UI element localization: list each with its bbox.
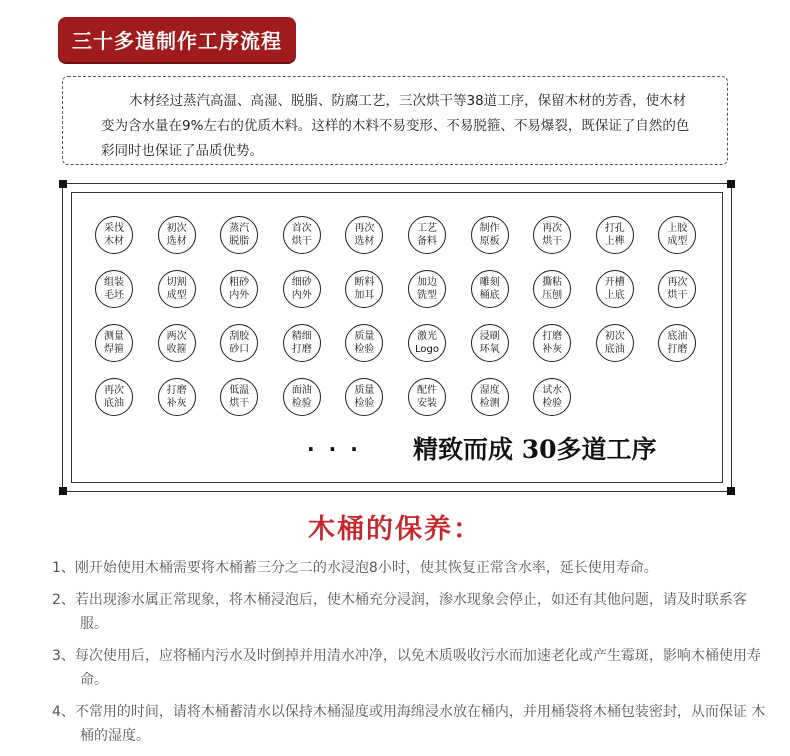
process-step-label: 蒸汽 [229,223,250,234]
process-step-label: 成型 [667,236,688,247]
process-step-label: 检验 [542,398,563,409]
process-step-label: 上胶 [667,223,688,234]
process-step-label: 铣型 [417,290,437,301]
process-step-label: 初次 [166,223,187,234]
process-step [471,378,509,416]
process-step-label: 刮胶 [229,331,250,342]
process-step-label: 首次 [291,223,312,234]
process-step-label: 检验 [354,344,375,355]
process-step [408,216,446,254]
intro-box [62,76,728,165]
process-step-label: 初次 [604,331,625,342]
process-step-label: 撕粘 [542,277,563,288]
process-step [283,270,321,308]
process-step-label: 烘干 [542,236,563,247]
process-step-label: 两次 [166,331,187,342]
process-step-label: 压刨 [542,290,563,301]
process-step [408,378,446,416]
process-step [158,324,196,362]
process-step [533,270,571,308]
process-step-label: 试水 [542,385,563,396]
process-step-label: 内外 [229,290,250,301]
process-step-label: 打磨 [166,385,187,396]
process-step-label: 原板 [479,236,500,247]
process-step [596,216,634,254]
process-tagline: 精致而成 30多道工序 [413,435,657,464]
process-step [533,216,571,254]
process-step [158,270,196,308]
care-item: 4、不常用的时间，请将木桶蓄清水以保持木桶湿度或用海绵浸水放在桶内，并用桶袋将木桶包装密封，从而保证 木桶的湿度。 [52,704,766,744]
process-step-label: 制作 [479,223,500,234]
process-step-label: 打磨 [667,344,688,355]
process-step [220,324,258,362]
process-step-label: 打磨 [542,331,563,342]
process-step-label: 细砂 [291,277,312,288]
process-step [408,324,446,362]
process-step-label: 测量 [104,331,124,342]
process-step-label: Logo [415,344,439,355]
process-step-label: 成型 [166,290,187,301]
process-step [95,216,133,254]
process-step [596,324,634,362]
process-step-label: 精细 [291,331,312,342]
section-title-tab: 三十多道制作工序流程 [58,17,296,62]
process-step-label: 雕刻 [479,277,500,288]
process-step-label: 收箍 [166,344,187,355]
care-item: 2、若出现渗水属正常现象，将木桶浸泡后，使木桶充分浸润，渗水现象会停止，如还有其他问题，请及时联系客服。 [52,592,747,632]
process-step-label: 检验 [291,398,312,409]
process-step-label: 配件 [417,385,437,396]
process-step-label: 质量 [354,385,375,396]
process-step-label: 湿度 [479,385,500,396]
process-step-label: 烘干 [229,398,250,409]
frame-corner [59,180,67,188]
process-step-label: 安装 [417,398,437,409]
process-step [471,324,509,362]
process-step-label: 激光 [417,331,437,342]
process-step [283,378,321,416]
process-step-label: 砂口 [229,344,250,355]
process-step-label: 底油 [667,331,688,342]
process-step-label: 脱脂 [229,236,250,247]
process-step-label: 木材 [104,236,124,247]
process-step-label: 工艺 [417,223,437,234]
process-step-label: 内外 [291,290,312,301]
process-step [158,378,196,416]
process-step [533,324,571,362]
process-step [95,378,133,416]
process-step-label: 烘干 [291,236,312,247]
process-frame [62,183,732,492]
process-step-label: 环氧 [479,344,500,355]
care-heading: 木桶的保养： [308,514,482,545]
process-step-label: 再次 [104,385,124,396]
process-step [95,324,133,362]
process-step-label: 浸刷 [479,331,500,342]
process-step-label: 焊箍 [104,344,124,355]
care-item: 1、刚开始使用木桶需要将木桶蓄三分之二的水浸泡8小时，使其恢复正常含水率，延长使用寿命。 [52,560,658,576]
process-step-label: 烘干 [667,290,688,301]
care-list [52,556,772,756]
intro-text: 木材经过蒸汽高温、高湿、脱脂、防腐工艺，三次烘干等38道工序，保留木材的芳香，使木材变为含水量在9%左右的优质木料。这样的木料不易变形、不易脱箍、不易爆裂，既保证了自然的色彩同时也保证了品质优势。 [101,93,690,159]
process-step [220,216,258,254]
process-step-label: 打磨 [291,344,312,355]
process-step-label: 补灰 [166,398,187,409]
process-step-label: 备料 [417,236,437,247]
process-step [471,216,509,254]
process-step [533,378,571,416]
process-step-label: 补灰 [542,344,563,355]
process-step [283,324,321,362]
process-step-label: 断料 [354,277,375,288]
process-step-label: 选材 [354,236,375,247]
process-step-label: 加耳 [354,290,375,301]
process-step-label: 检验 [354,398,375,409]
process-step [158,216,196,254]
frame-corner [727,487,735,495]
process-step-label: 开槽 [604,277,625,288]
process-step-label: 采伐 [104,223,124,234]
process-step-label: 再次 [354,223,375,234]
frame-corner [59,487,67,495]
process-step-label: 加边 [417,277,437,288]
process-step-label: 上底 [604,290,625,301]
process-step [471,270,509,308]
process-step-label: 低温 [229,385,250,396]
process-step-label: 底油 [104,398,124,409]
frame-corner [727,180,735,188]
process-step [95,270,133,308]
process-step-label: 选材 [166,236,187,247]
process-step-label: 质量 [354,331,375,342]
process-step-label: 粗砂 [229,277,250,288]
process-step-label: 上榫 [604,236,625,247]
care-item: 3、每次使用后，应将桶内污水及时倒掉并用清水冲净，以免木质吸收污水而加速老化或产生霉斑，影响木桶使用寿命。 [52,648,761,688]
process-step-label: 打孔 [604,223,625,234]
ellipsis-dots: ··· [307,437,372,461]
process-step [220,270,258,308]
process-step-label: 再次 [667,277,688,288]
process-step [596,270,634,308]
process-step-label: 组装 [104,277,124,288]
process-step-label: 桶底 [479,290,500,301]
process-step [220,378,258,416]
process-step-label: 检测 [479,398,500,409]
process-step-label: 毛坯 [104,290,124,301]
process-step-label: 底油 [604,344,625,355]
process-step [408,270,446,308]
process-step-label: 切割 [166,277,187,288]
process-step-label: 面油 [291,385,312,396]
process-step-label: 再次 [542,223,563,234]
process-step [283,216,321,254]
